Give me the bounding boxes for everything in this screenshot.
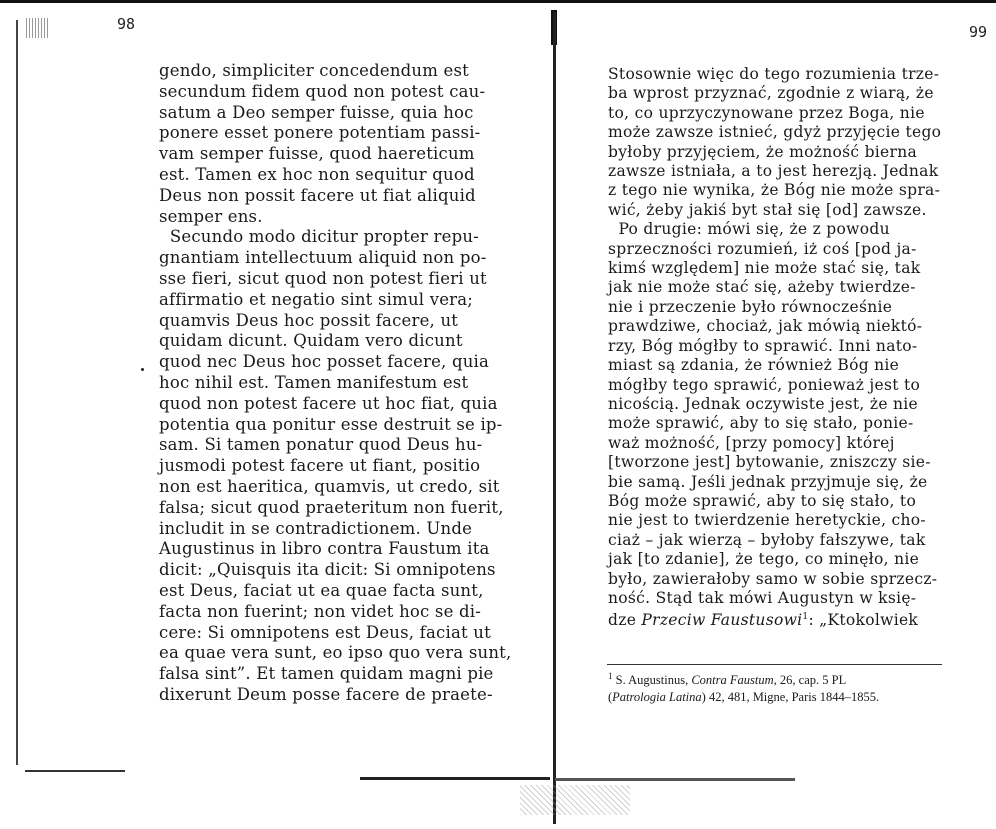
- book-title: Patrologia Latina: [612, 690, 702, 705]
- text-line: hoc nihil est. Tamen manifestum est: [159, 372, 469, 392]
- text-line: non est haeritica, quamvis, ut credo, sit: [159, 476, 500, 496]
- scan-bottom-edge-left: [25, 770, 125, 772]
- text-line: to, co uprzyczynowane przez Boga, nie: [608, 103, 925, 122]
- text-line: nicością. Jednak oczywiste jest, że nie: [608, 394, 919, 413]
- book-title: Przeciw Faustusowi: [641, 611, 803, 630]
- footnote-line: [608, 689, 879, 706]
- text-line: może sprawić, aby to się stało, ponie-: [608, 414, 914, 433]
- text-line: zawsze istniała, a to jest herezją. Jednak: [608, 162, 939, 181]
- text-line: falsa; sicut quod praeteritum non fuerit,: [159, 497, 504, 517]
- text-line: ność. Stąd tak mówi Augustyn w księ-: [608, 588, 917, 607]
- footnote-ref: 1: [802, 612, 809, 623]
- text-line: sam. Si tamen ponatur quod Deus hu-: [159, 435, 483, 455]
- text-line: jak [to zdanie], że tego, co minęło, nie: [608, 550, 920, 569]
- scan-left-edge: [16, 20, 18, 765]
- text-line: jusmodi potest facere ut fiant, positio: [159, 456, 481, 476]
- right-page-text: [608, 65, 941, 631]
- scan-edge-marks: [26, 18, 48, 38]
- text-line: może zawsze istnieć, gdyż przyjęcie tego: [608, 123, 942, 142]
- text-line: ciaż – jak wierzą – byłoby fałszywe, tak: [608, 530, 926, 549]
- text-line-with-citation: [608, 608, 941, 631]
- text-line: z tego nie wynika, że Bóg nie może spra-: [608, 181, 941, 200]
- text-fragment: ) 42, 481, Migne, Paris 1844–1855.: [701, 690, 880, 705]
- footnote: [608, 668, 879, 706]
- text-line: dicit: „Quisquis ita dicit: Si omnipotens: [159, 560, 496, 580]
- text-line: Bóg może sprawić, aby to się stało, to: [608, 491, 917, 510]
- text-line: [tworzone jest] bytowanie, zniszczy sie-: [608, 453, 931, 472]
- text-line: gendo, simpliciter concedendum est: [159, 61, 469, 80]
- text-line: prawdziwe, chociaż, jak mówią niektó-: [608, 317, 923, 336]
- scan-noise: [520, 785, 630, 815]
- text-line: secundum fidem quod non potest cau-: [159, 81, 486, 101]
- footnote-rule: [607, 664, 942, 665]
- text-line: Secundo modo dicitur propter repu-: [159, 227, 479, 247]
- text-line: wić, żeby jakiś byt stał się [od] zawsze.: [608, 200, 927, 219]
- text-fragment: , 26, cap. 5 PL: [773, 673, 847, 688]
- text-line: Augustinus in libro contra Faustum ita: [159, 539, 490, 559]
- text-line: jak nie może stać się, ażeby twierdze-: [608, 278, 916, 297]
- text-line: falsa sint”. Et tamen quidam magni pie: [159, 664, 494, 684]
- footnote-line: [608, 668, 879, 689]
- text-line: sprzeczności rozumień, iż coś [pod ja-: [608, 239, 917, 258]
- text-line: kimś względem] nie może stać się, tak: [608, 259, 921, 278]
- margin-dot: [141, 368, 144, 371]
- text-line: ba wprost przyznać, zgodnie z wiarą, że: [608, 84, 934, 103]
- text-line: nie jest to twierdzenie heretyckie, cho-: [608, 511, 926, 530]
- text-fragment: (: [608, 690, 613, 705]
- scan-bottom-edge-right: [555, 778, 795, 781]
- text-line: rzy, Bóg mógłby to sprawić. Inni nato-: [608, 336, 918, 355]
- text-line: quod non potest facere ut hoc fiat, quia: [159, 393, 498, 413]
- text-line: quamvis Deus hoc possit facere, ut: [159, 310, 459, 330]
- text-line: dixerunt Deum posse facere de praete-: [159, 684, 493, 704]
- text-line: Po drugie: mówi się, że z powodu: [608, 220, 890, 239]
- text-line: satum a Deo semper fuisse, quia hoc: [159, 102, 474, 122]
- text-fragment: dze: [608, 611, 642, 630]
- text-line: vam semper fuisse, quod haereticum: [159, 144, 475, 164]
- text-line: potentia qua ponitur esse destruit se ip-: [159, 414, 503, 434]
- text-line: było, zawierałoby samo w sobie sprzecz-: [608, 569, 938, 588]
- text-line: miast są zdania, że również Bóg nie: [608, 356, 900, 375]
- text-fragment: : „Ktokolwiek: [808, 611, 919, 630]
- text-line: ponere esset ponere potentiam passi-: [159, 123, 481, 143]
- text-line: semper ens.: [159, 206, 263, 226]
- text-line: quidam dicunt. Quidam vero dicunt: [159, 331, 463, 351]
- text-fragment: S. Augustinus,: [612, 673, 692, 688]
- text-line: Deus non possit facere ut fiat aliquid: [159, 185, 476, 205]
- text-line: nie i przeczenie było równocześnie: [608, 297, 893, 316]
- left-page-text: [159, 61, 511, 706]
- text-line: gnantiam intellectuum aliquid non po-: [159, 248, 487, 268]
- left-page-number: 98: [117, 15, 136, 33]
- text-line: bie samą. Jeśli jednak przyjmuje się, że: [608, 472, 928, 491]
- text-line: cere: Si omnipotens est Deus, faciat ut: [159, 622, 491, 642]
- text-line: Stosownie więc do tego rozumienia trze-: [608, 65, 940, 83]
- text-line: ea quae vera sunt, eo ipso quo vera sunt,: [159, 643, 512, 663]
- text-line: includit in se contradictionem. Unde: [159, 518, 473, 538]
- text-line: byłoby przyjęciem, że możność bierna: [608, 142, 918, 161]
- book-title: Contra Faustum: [691, 673, 774, 688]
- text-line: facta non fuerint; non videt hoc se di-: [159, 601, 482, 621]
- scan-bottom-edge-mid: [360, 777, 550, 780]
- scan-top-edge: [0, 0, 996, 3]
- text-line: sse fieri, sicut quod non potest fieri ut: [159, 268, 487, 288]
- book-gutter: [553, 12, 556, 824]
- text-line: quod nec Deus hoc posset facere, quia: [159, 352, 490, 372]
- footnote-marker: 1: [608, 671, 613, 681]
- text-line: affirmatio et negatio sint simul vera;: [159, 289, 474, 309]
- text-line: mógłby tego sprawić, ponieważ jest to: [608, 375, 921, 394]
- text-line: est. Tamen ex hoc non sequitur quod: [159, 164, 475, 184]
- right-page-number: 99: [969, 23, 988, 41]
- text-line: waż możność, [przy pomocy] której: [608, 433, 895, 452]
- text-line: est Deus, faciat ut ea quae facta sunt,: [159, 580, 484, 600]
